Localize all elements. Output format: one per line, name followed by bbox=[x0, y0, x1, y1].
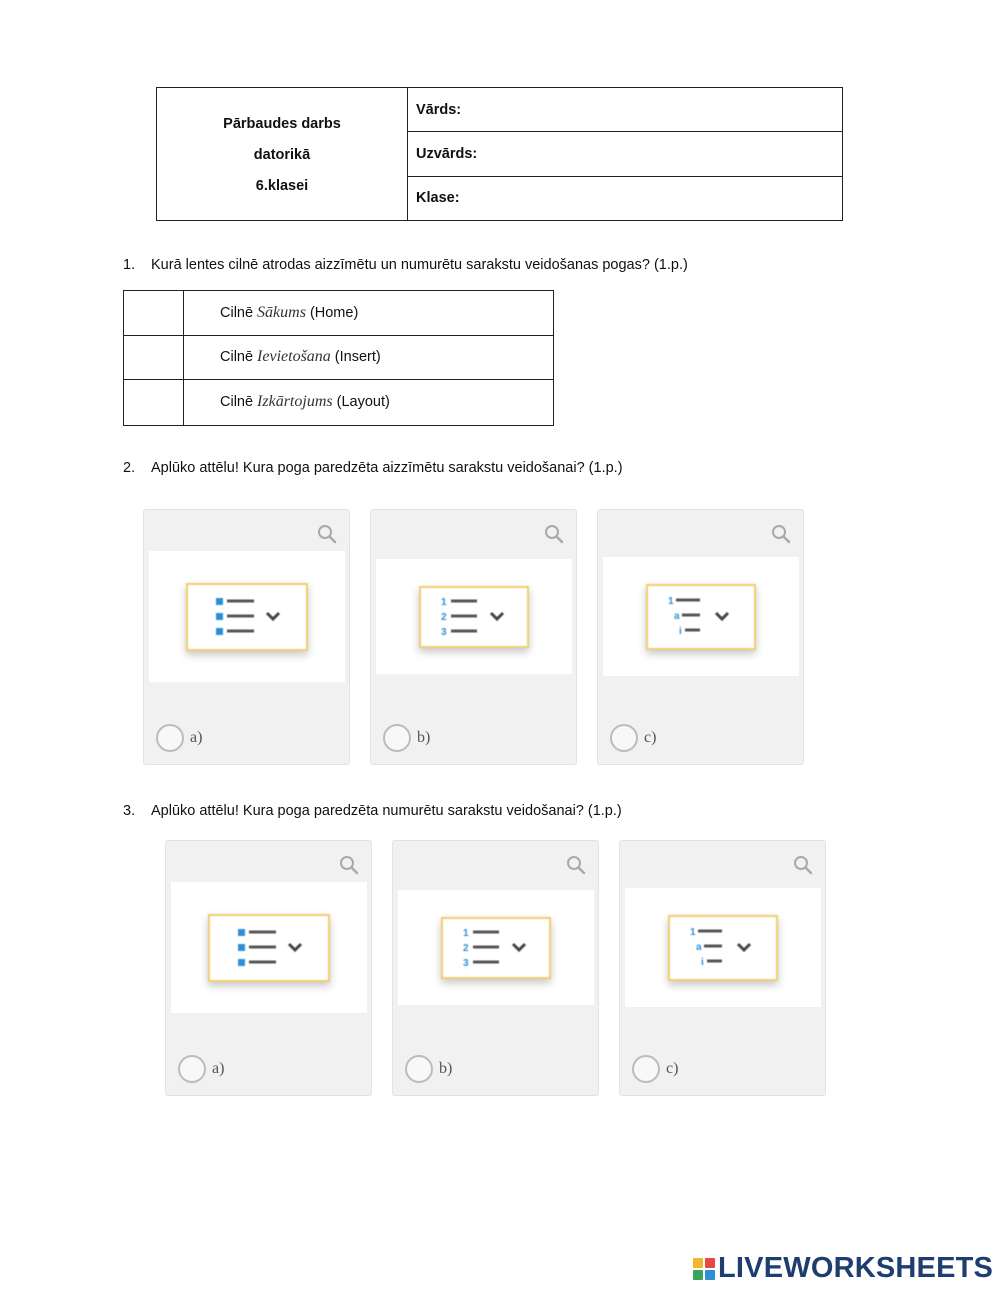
answer-suffix: (Insert) bbox=[334, 349, 381, 366]
radio-button[interactable] bbox=[610, 724, 638, 752]
answer-table bbox=[123, 290, 554, 426]
svg-text:1: 1 bbox=[463, 927, 469, 939]
svg-text:1: 1 bbox=[441, 596, 447, 608]
answer-text bbox=[184, 291, 553, 335]
svg-text:a: a bbox=[696, 941, 702, 953]
question-text: Kurā lentes cilnē atrodas aizzīmētu un numurētu sarakstu veidošanas pogas? (1.p.) bbox=[151, 257, 688, 273]
class-field: Klase: bbox=[416, 190, 460, 207]
option-label: a) bbox=[190, 729, 203, 746]
radio-button[interactable] bbox=[178, 1055, 206, 1083]
option-image bbox=[625, 888, 821, 1007]
answer-prefix: Cilnē bbox=[220, 304, 254, 321]
numbered-list-icon bbox=[441, 917, 551, 979]
answer-suffix: (Layout) bbox=[336, 394, 390, 411]
question-number: 2. bbox=[123, 460, 136, 476]
multilevel-list-icon bbox=[668, 915, 778, 981]
zoom-icon[interactable] bbox=[317, 524, 337, 544]
radio-button[interactable] bbox=[632, 1055, 660, 1083]
option-image bbox=[171, 882, 367, 1013]
answer-text bbox=[184, 336, 553, 380]
option-label: b) bbox=[417, 729, 431, 746]
question-number: 1. bbox=[123, 257, 136, 273]
answer-check-cell[interactable] bbox=[124, 336, 184, 380]
svg-text:1: 1 bbox=[690, 926, 696, 938]
answer-check-cell[interactable] bbox=[124, 291, 184, 335]
question-number: 3. bbox=[123, 803, 136, 819]
option-card-b[interactable] bbox=[392, 840, 599, 1096]
radio-button[interactable] bbox=[405, 1055, 433, 1083]
option-card-c[interactable] bbox=[619, 840, 826, 1096]
answer-row bbox=[124, 380, 553, 425]
logo-text: LIVEWORKSHEETS bbox=[718, 1252, 994, 1284]
answer-term: Sākums bbox=[257, 303, 306, 321]
svg-text:1: 1 bbox=[668, 595, 674, 607]
svg-text:a: a bbox=[674, 610, 680, 622]
svg-text:3: 3 bbox=[441, 626, 447, 638]
title-line: 6.klasei bbox=[255, 178, 309, 194]
multilevel-list-icon bbox=[646, 584, 756, 650]
zoom-icon[interactable] bbox=[793, 855, 813, 875]
question-text: Aplūko attēlu! Kura poga paredzēta numurētu sarakstu veidošanai? (1.p.) bbox=[151, 803, 622, 819]
option-card-a[interactable] bbox=[143, 509, 350, 765]
header-table bbox=[156, 87, 843, 221]
zoom-icon[interactable] bbox=[771, 524, 791, 544]
option-image bbox=[149, 551, 345, 682]
answer-check-cell[interactable] bbox=[124, 380, 184, 425]
test-title bbox=[157, 88, 408, 220]
answer-text bbox=[184, 380, 553, 425]
title-line: datorikā bbox=[253, 147, 311, 163]
logo-icon bbox=[693, 1258, 715, 1280]
svg-text:i: i bbox=[679, 625, 682, 637]
surname-field: Uzvārds: bbox=[408, 132, 842, 176]
radio-button[interactable] bbox=[156, 724, 184, 752]
answer-row bbox=[124, 336, 553, 381]
svg-text:2: 2 bbox=[441, 611, 447, 623]
option-label: c) bbox=[644, 729, 657, 746]
question-3 bbox=[123, 803, 622, 819]
option-card-c[interactable] bbox=[597, 509, 804, 765]
liveworksheets-logo[interactable] bbox=[693, 1252, 993, 1285]
question-1 bbox=[123, 257, 688, 273]
zoom-icon[interactable] bbox=[566, 855, 586, 875]
numbered-list-icon bbox=[419, 586, 529, 648]
option-image bbox=[603, 557, 799, 676]
answer-term: Izkārtojums bbox=[257, 393, 333, 411]
question-2 bbox=[123, 460, 623, 476]
option-image bbox=[398, 890, 594, 1005]
zoom-icon[interactable] bbox=[544, 524, 564, 544]
option-label: b) bbox=[439, 1060, 453, 1077]
bullet-list-icon bbox=[208, 914, 330, 982]
answer-suffix: (Home) bbox=[309, 304, 359, 321]
answer-prefix: Cilnē bbox=[220, 349, 254, 366]
option-label: c) bbox=[666, 1060, 679, 1077]
option-card-a[interactable] bbox=[165, 840, 372, 1096]
answer-prefix: Cilnē bbox=[220, 394, 254, 411]
question-text: Aplūko attēlu! Kura poga paredzēta aizzīmētu sarakstu veidošanai? (1.p.) bbox=[151, 460, 623, 476]
title-line: Pārbaudes darbs bbox=[223, 116, 341, 132]
bullet-list-icon bbox=[186, 583, 308, 651]
svg-text:2: 2 bbox=[463, 942, 469, 954]
zoom-icon[interactable] bbox=[339, 855, 359, 875]
svg-text:i: i bbox=[701, 956, 704, 968]
svg-text:3: 3 bbox=[463, 957, 469, 969]
option-label: a) bbox=[212, 1060, 225, 1077]
name-field: Vārds: bbox=[408, 88, 842, 132]
answer-row bbox=[124, 291, 553, 336]
radio-button[interactable] bbox=[383, 724, 411, 752]
option-card-b[interactable] bbox=[370, 509, 577, 765]
option-image bbox=[376, 559, 572, 674]
answer-term: Ievietošana bbox=[257, 348, 331, 366]
